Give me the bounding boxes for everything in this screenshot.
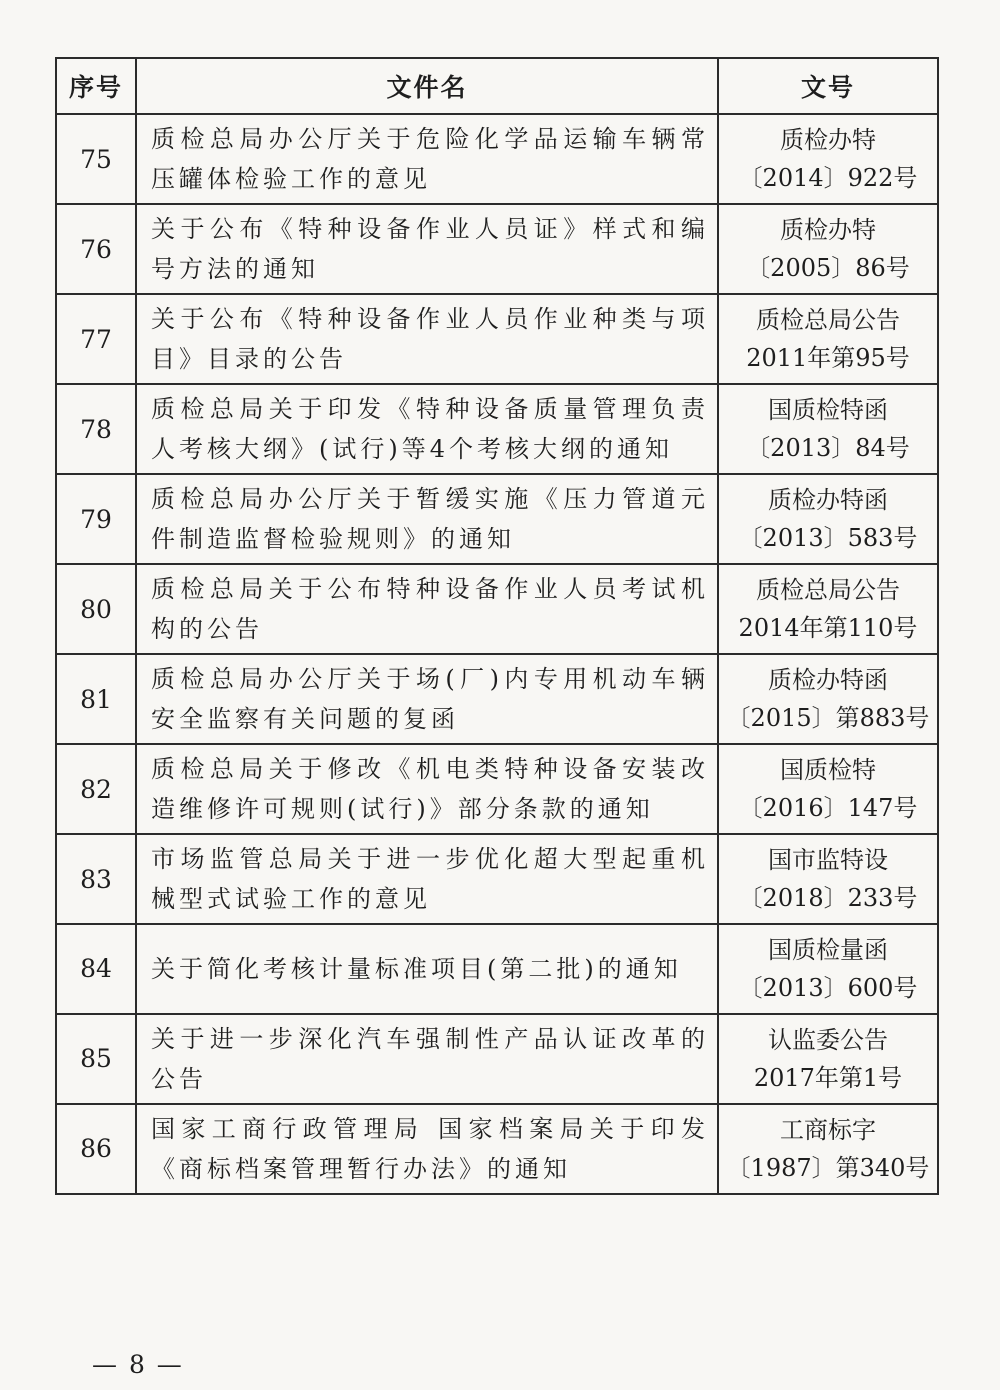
row-serial-number: 83 xyxy=(56,834,136,924)
row-serial-number: 75 xyxy=(56,114,136,204)
table-row xyxy=(56,294,938,384)
table-header-row xyxy=(56,58,938,114)
row-serial-number: 77 xyxy=(56,294,136,384)
doc-number-line2: 2011年第95号 xyxy=(746,344,910,372)
row-document-name: 关于简化考核计量标准项目(第二批)的通知 xyxy=(136,924,718,1014)
row-document-name: 质检总局关于修改《机电类特种设备安装改造维修许可规则(试行)》部分条款的通知 xyxy=(136,744,718,834)
row-document-number xyxy=(718,654,938,744)
row-document-number xyxy=(718,474,938,564)
table-row xyxy=(56,474,938,564)
row-document-number xyxy=(718,294,938,384)
row-document-number xyxy=(718,384,938,474)
doc-number-line2: 〔2013〕600号 xyxy=(738,973,918,1002)
table-row xyxy=(56,204,938,294)
doc-number-line2: 2014年第110号 xyxy=(738,614,918,642)
row-serial-number: 82 xyxy=(56,744,136,834)
row-document-name: 质检总局关于公布特种设备作业人员考试机构的公告 xyxy=(136,564,718,654)
table-row xyxy=(56,1104,938,1194)
table-row xyxy=(56,1014,938,1104)
doc-number-line1: 质检办特函 xyxy=(768,666,888,694)
row-serial-number: 78 xyxy=(56,384,136,474)
header-serial-number: 序号 xyxy=(56,58,136,114)
doc-number-line1: 质检办特函 xyxy=(768,486,888,514)
table-row xyxy=(56,564,938,654)
row-document-number xyxy=(718,1014,938,1104)
doc-number-line2: 〔2014〕922号 xyxy=(738,164,918,192)
doc-number-line2: 2017年第1号 xyxy=(753,1063,903,1092)
row-document-number xyxy=(718,924,938,1014)
row-document-name: 质检总局办公厅关于危险化学品运输车辆常压罐体检验工作的意见 xyxy=(136,114,718,204)
header-document-number: 文号 xyxy=(718,58,938,114)
table-row xyxy=(56,744,938,834)
doc-number-line1: 认监委公告 xyxy=(768,1025,888,1054)
row-document-name: 质检总局办公厅关于暂缓实施《压力管道元件制造监督检验规则》的通知 xyxy=(136,474,718,564)
page-number: — 8 — xyxy=(92,1350,184,1379)
doc-number-line1: 质检总局公告 xyxy=(756,306,900,334)
row-document-number xyxy=(718,744,938,834)
doc-number-line1: 质检办特 xyxy=(780,126,876,154)
table-row xyxy=(56,384,938,474)
doc-number-line2: 〔2015〕第883号 xyxy=(726,704,930,732)
row-document-name: 市场监管总局关于进一步优化超大型起重机械型式试验工作的意见 xyxy=(136,834,718,924)
doc-number-line2: 〔2013〕583号 xyxy=(738,524,918,552)
doc-number-line2: 〔2013〕84号 xyxy=(746,434,910,462)
row-document-name: 质检总局关于印发《特种设备质量管理负责人考核大纲》(试行)等4个考核大纲的通知 xyxy=(136,384,718,474)
row-document-name: 关于公布《特种设备作业人员证》样式和编号方法的通知 xyxy=(136,204,718,294)
row-serial-number: 85 xyxy=(56,1014,136,1104)
header-document-name: 文件名 xyxy=(136,58,718,114)
doc-number-line1: 质检总局公告 xyxy=(756,576,900,604)
row-document-number xyxy=(718,564,938,654)
row-serial-number: 79 xyxy=(56,474,136,564)
table-row xyxy=(56,834,938,924)
doc-number-line1: 国质检特 xyxy=(780,756,876,784)
row-serial-number: 80 xyxy=(56,564,136,654)
doc-number-line2: 〔2016〕147号 xyxy=(738,794,918,822)
row-document-name: 关于进一步深化汽车强制性产品认证改革的公告 xyxy=(136,1014,718,1104)
doc-number-line1: 国质检量函 xyxy=(768,935,888,964)
table-row xyxy=(56,114,938,204)
row-document-number xyxy=(718,834,938,924)
doc-number-line2: 〔2018〕233号 xyxy=(738,884,918,912)
table-row xyxy=(56,654,938,744)
doc-number-line1: 工商标字 xyxy=(780,1115,876,1144)
table-row xyxy=(56,924,938,1014)
doc-number-line1: 国市监特设 xyxy=(768,846,888,874)
row-document-number xyxy=(718,114,938,204)
row-document-number xyxy=(718,1104,938,1194)
row-serial-number: 76 xyxy=(56,204,136,294)
row-serial-number: 86 xyxy=(56,1104,136,1194)
row-serial-number: 84 xyxy=(56,924,136,1014)
row-document-name: 质检总局办公厅关于场(厂)内专用机动车辆安全监察有关问题的复函 xyxy=(136,654,718,744)
doc-number-line1: 国质检特函 xyxy=(768,396,888,424)
row-serial-number: 81 xyxy=(56,654,136,744)
row-document-name: 关于公布《特种设备作业人员作业种类与项目》目录的公告 xyxy=(136,294,718,384)
document-table xyxy=(55,57,939,1195)
row-document-name: 国家工商行政管理局 国家档案局关于印发《商标档案管理暂行办法》的通知 xyxy=(136,1104,718,1194)
doc-number-line2: 〔1987〕第340号 xyxy=(726,1153,930,1182)
doc-number-line2: 〔2005〕86号 xyxy=(746,254,910,282)
doc-number-line1: 质检办特 xyxy=(780,216,876,244)
row-document-number xyxy=(718,204,938,294)
